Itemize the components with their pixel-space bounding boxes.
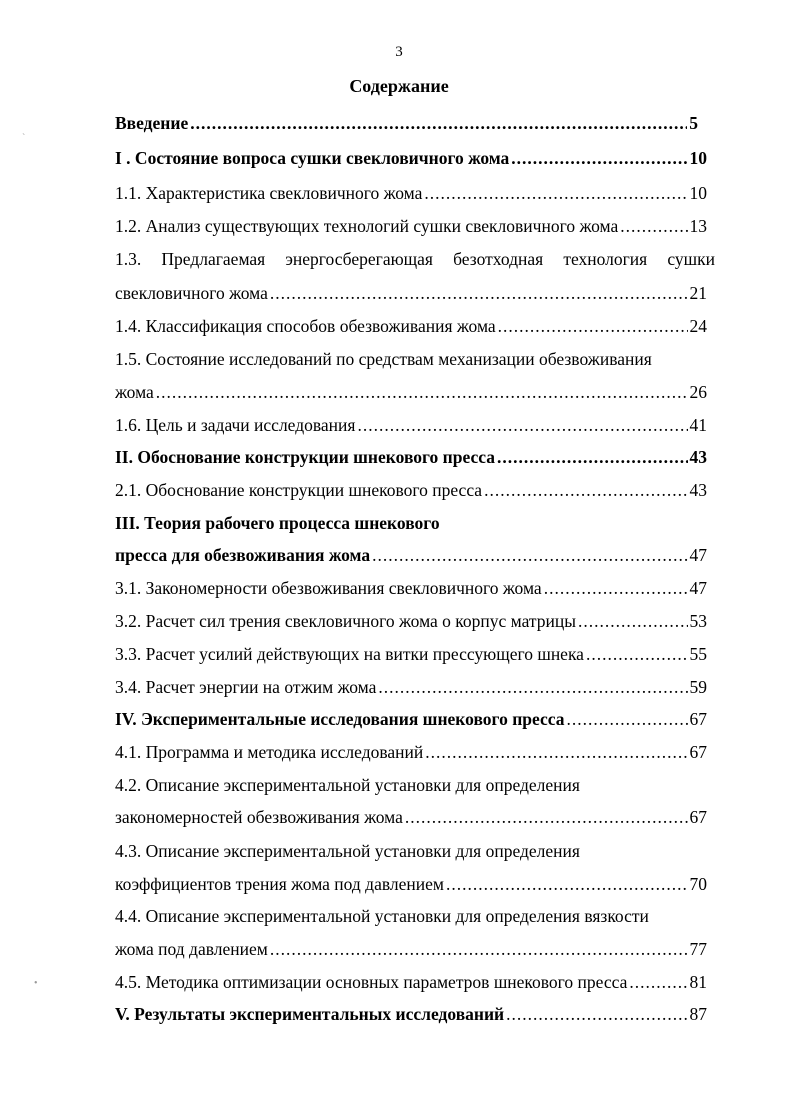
toc-entry-page: 87 <box>689 1004 707 1024</box>
toc-entry-text: 1.6. Цель и задачи исследования <box>115 415 356 435</box>
toc-entry-page: 47 <box>689 545 707 565</box>
toc-entry-text: 3.3. Расчет усилий действующих на витки прессующего шнека <box>115 644 584 664</box>
toc-entry-text: жома под давлением <box>115 939 268 959</box>
toc-entry-page: 5 <box>689 113 698 133</box>
toc-entry-page: 77 <box>689 939 707 959</box>
toc-entry-chapter-3-line2 <box>115 544 715 566</box>
toc-entry-1-2 <box>115 215 715 237</box>
page-title: Содержание <box>349 76 449 96</box>
toc-entry-page: 55 <box>689 644 707 664</box>
toc-entry-text: 3.4. Расчет энергии на отжим жома <box>115 677 377 697</box>
toc-entry-page: 24 <box>689 316 707 336</box>
toc-entry-4-2-line2 <box>115 806 715 828</box>
toc-entry-4-1 <box>115 741 715 763</box>
toc-entry-chapter-2 <box>115 446 715 468</box>
toc-entry-text: II. Обоснование конструкции шнекового пресса <box>115 447 495 467</box>
toc-entry-page: 67 <box>689 742 707 762</box>
toc-entry-3-3 <box>115 643 715 665</box>
toc-entry-4-3-line2 <box>115 873 715 895</box>
toc-entry-page: 26 <box>689 382 707 402</box>
toc-entry-text: 2.1. Обоснование конструкции шнекового пресса <box>115 480 483 500</box>
page-number: 3 <box>395 44 403 60</box>
toc-entry-page: 81 <box>689 972 707 992</box>
toc-entry-4-5 <box>115 971 715 993</box>
toc-entry-text: IV. Экспериментальные исследования шнекового пресса <box>115 709 565 729</box>
toc-entry-text: 1.2. Анализ существующих технологий сушки свекловичного жома <box>115 216 619 236</box>
toc-entry-page: 10 <box>689 183 707 203</box>
toc-entry-1-1 <box>115 182 715 204</box>
toc-entry-4-4-line1: 4.4. Описание экспериментальной установки для определения вязкости <box>115 906 649 926</box>
scan-mark: ` <box>22 133 26 144</box>
toc-entry-3-4 <box>115 676 715 698</box>
toc-entry-text: 1.4. Классификация способов обезвоживания жома <box>115 316 496 336</box>
toc-entry-page: 47 <box>689 578 707 598</box>
toc-entry-1-5-line1: 1.5. Состояние исследований по средствам механизации обезвоживания <box>115 349 652 369</box>
toc-entry-2-1 <box>115 479 715 501</box>
toc-entry-page: 67 <box>689 709 707 729</box>
toc-entry-text: жома <box>115 382 154 402</box>
toc-entry-page: 41 <box>689 415 707 435</box>
toc-entry-text: свекловичного жома <box>115 283 268 303</box>
toc-entry-page: 43 <box>689 447 707 467</box>
toc-entry-page: 53 <box>689 611 707 631</box>
toc-entry-chapter-4 <box>115 708 715 730</box>
toc-entry-text: V. Результаты экспериментальных исследований <box>115 1004 505 1024</box>
toc-entry-1-3-line2 <box>115 282 715 304</box>
toc-entry-text: 3.2. Расчет сил трения свекловичного жома о корпус матрицы <box>115 611 577 631</box>
toc-entry-4-4-line2 <box>115 938 715 960</box>
toc-entry-page: 13 <box>689 216 707 236</box>
toc-entry-3-2 <box>115 610 715 632</box>
toc-entry-1-5-line2 <box>115 381 715 403</box>
toc-entry-text: коэффициентов трения жома под давлением <box>115 874 444 894</box>
toc-entry-text: пресса для обезвоживания жома <box>115 545 371 565</box>
scan-mark: • <box>34 978 38 989</box>
toc-entry-4-3-line1: 4.3. Описание экспериментальной установки для определения <box>115 841 580 861</box>
toc-entry-chapter-3-line1: III. Теория рабочего процесса шнекового <box>115 513 440 533</box>
toc-entry-3-1 <box>115 577 715 599</box>
toc-entry-chapter-1 <box>115 147 715 169</box>
toc-entry-4-2-line1: 4.2. Описание экспериментальной установки для определения <box>115 775 580 795</box>
toc-entry-text: 4.1. Программа и методика исследований <box>115 742 424 762</box>
toc-entry-text: I . Состояние вопроса сушки свекловичного жома <box>115 148 510 168</box>
toc-entry-page: 21 <box>689 283 707 303</box>
toc-entry-chapter-5 <box>115 1003 715 1025</box>
toc-entry-text: закономерностей обезвоживания жома <box>115 807 403 827</box>
toc-entry-text: 3.1. Закономерности обезвоживания свекловичного жома <box>115 578 542 598</box>
toc-entry-text: 1.1. Характеристика свекловичного жома <box>115 183 423 203</box>
toc-entry-page: 10 <box>689 148 707 168</box>
toc-entry-page: 43 <box>689 480 707 500</box>
toc-entry-text: 4.5. Методика оптимизации основных параметров шнекового пресса <box>115 972 628 992</box>
toc-entry-1-3-line1: 1.3. Предлагаемая энергосберегающая безотходная технология сушки <box>115 249 715 269</box>
toc-entry-introduction <box>115 112 715 134</box>
toc-entry-page: 67 <box>689 807 707 827</box>
toc-entry-1-6 <box>115 414 715 436</box>
toc-entry-page: 70 <box>689 874 707 894</box>
toc-entry-text: Введение <box>115 113 189 133</box>
toc-entry-page: 59 <box>689 677 707 697</box>
toc-entry-1-4 <box>115 315 715 337</box>
